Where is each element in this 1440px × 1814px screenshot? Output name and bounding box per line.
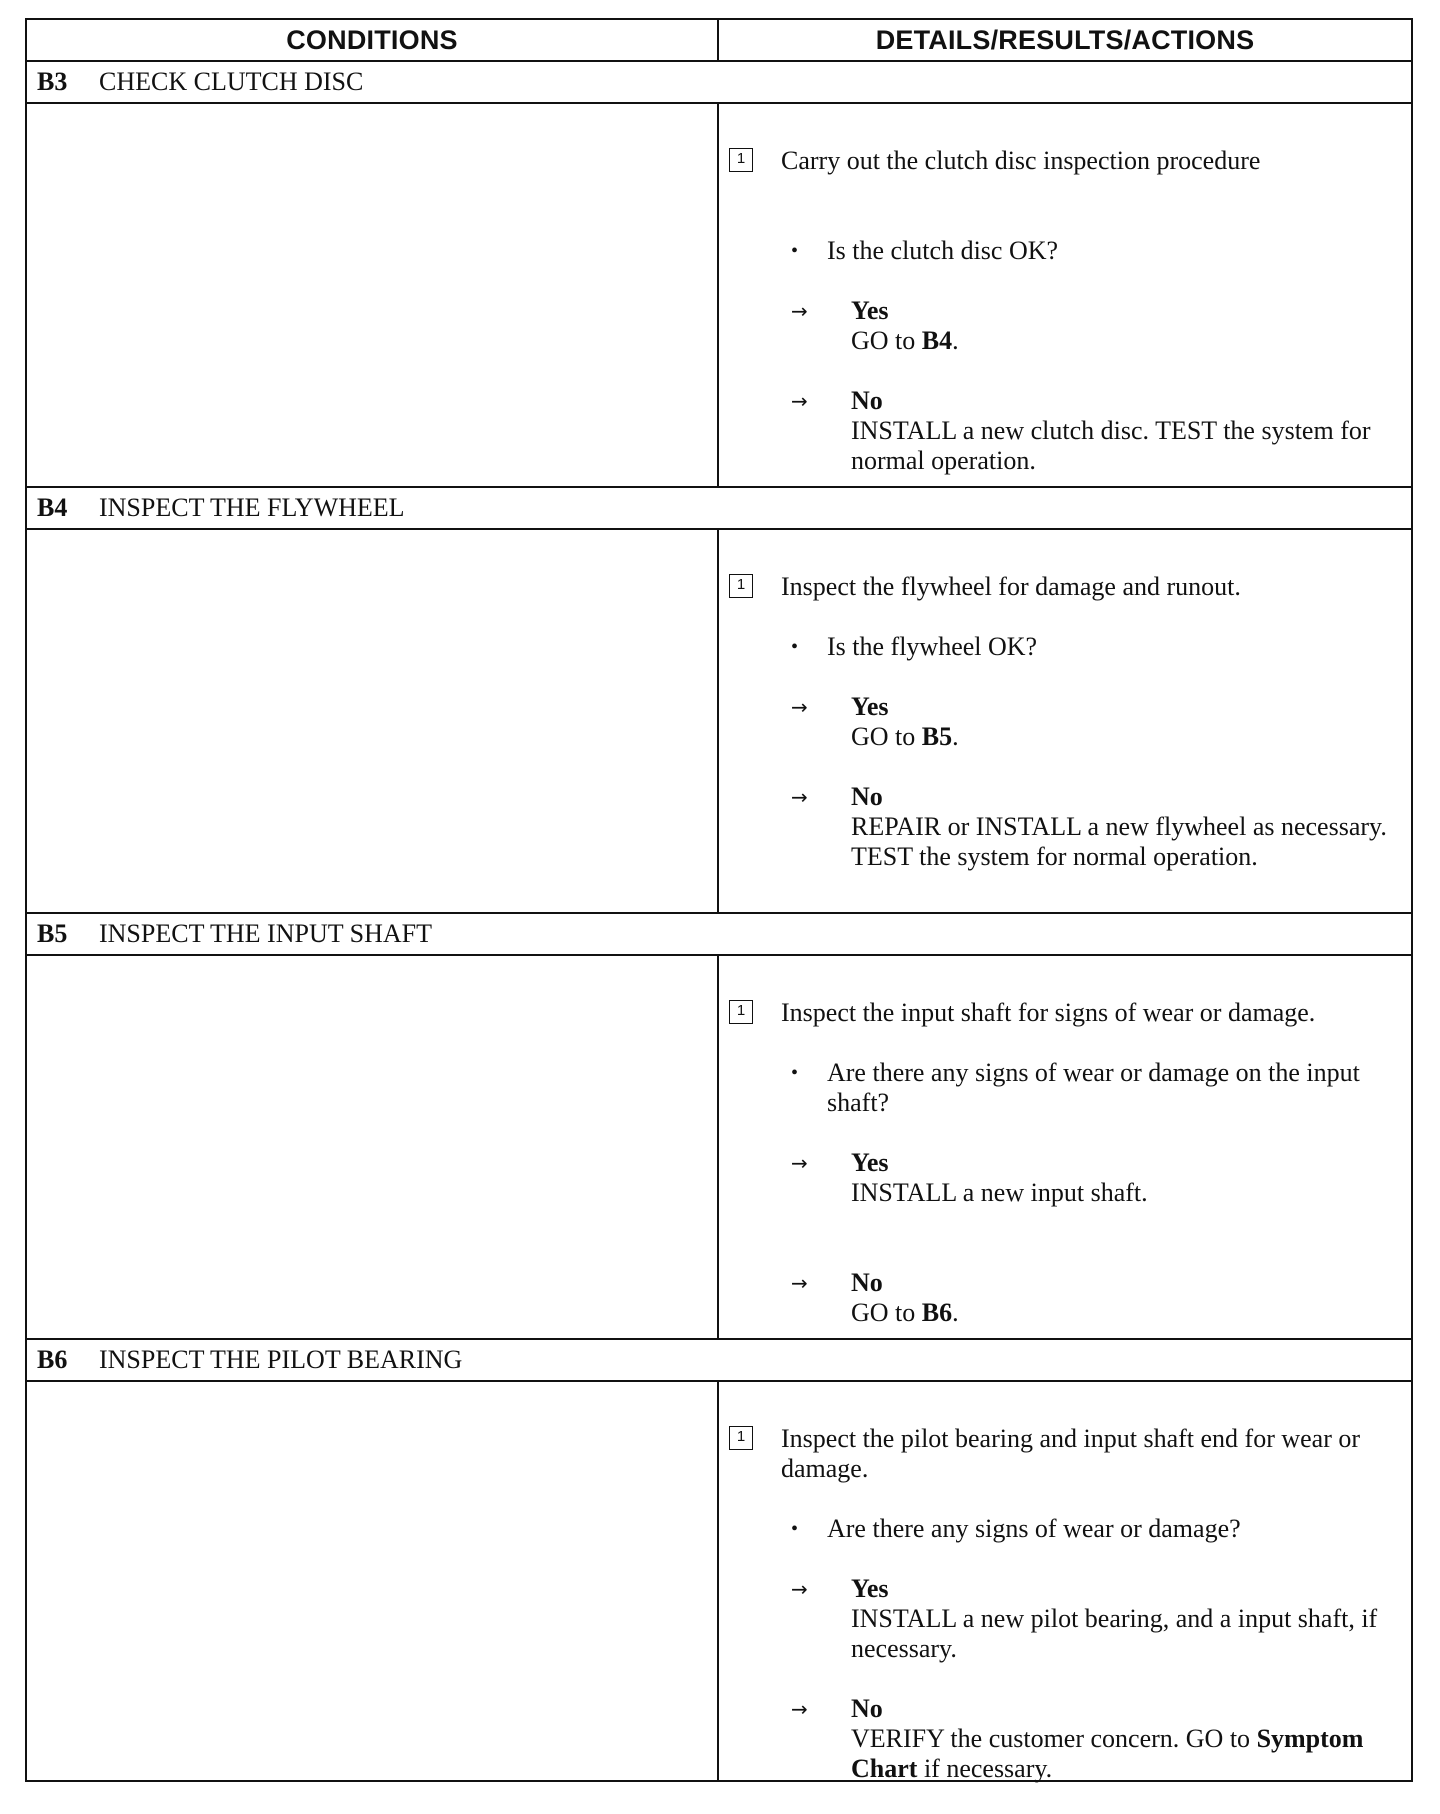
details-header: DETAILS/RESULTS/ACTIONS [875, 24, 1255, 55]
bullet-icon: • [791, 240, 799, 262]
step-number-box: 1 [729, 1426, 753, 1450]
question-text: Is the clutch disc OK? [827, 236, 1059, 265]
section-body-b3 [27, 104, 1411, 488]
bullet-icon: • [791, 1062, 799, 1084]
yes-branch [791, 692, 1391, 752]
no-branch [791, 1694, 1391, 1784]
yes-action: INSTALL a new pilot bearing, and a input shaft, if necessary. [851, 1604, 1378, 1663]
conditions-cell [27, 1382, 719, 1780]
section-title-text: INSPECT THE INPUT SHAFT [99, 919, 432, 948]
section-title-b4 [27, 488, 1411, 530]
no-label: No [851, 782, 883, 811]
diagnostic-table [25, 18, 1413, 1782]
yes-branch [791, 296, 1391, 356]
arrow-right-icon: → [791, 1151, 808, 1175]
actions-cell [719, 530, 1411, 912]
step-1 [729, 998, 1379, 1028]
yes-label: Yes [851, 1574, 889, 1603]
no-action: REPAIR or INSTALL a new flywheel as necessary. TEST the system for normal operation. [851, 812, 1387, 871]
step-text: Inspect the input shaft for signs of wear or damage. [781, 998, 1316, 1027]
section-title-b3 [27, 62, 1411, 104]
no-branch [791, 1268, 1391, 1328]
yes-label: Yes [851, 1148, 889, 1177]
question [791, 1058, 1391, 1118]
section-body-b4 [27, 530, 1411, 914]
yes-label: Yes [851, 692, 889, 721]
bullet-icon: • [791, 636, 799, 658]
actions-cell [719, 956, 1411, 1338]
section-body-b5 [27, 956, 1411, 1340]
section-id: B3 [37, 67, 68, 96]
no-action: INSTALL a new clutch disc. TEST the system for normal operation. [851, 416, 1371, 475]
yes-action: GO to B4. [851, 326, 959, 355]
section-id: B5 [37, 919, 68, 948]
conditions-header: CONDITIONS [27, 20, 719, 60]
arrow-right-icon: → [791, 389, 808, 413]
step-1 [729, 146, 1379, 176]
yes-branch [791, 1148, 1391, 1208]
yes-label: Yes [851, 296, 889, 325]
step-text: Inspect the pilot bearing and input shaft end for wear or damage. [781, 1424, 1361, 1483]
question-text: Is the flywheel OK? [827, 632, 1038, 661]
step-number-box: 1 [729, 1000, 753, 1024]
bullet-icon: • [791, 1518, 799, 1540]
section-title-text: INSPECT THE PILOT BEARING [99, 1345, 463, 1374]
no-action: GO to B6. [851, 1298, 959, 1327]
no-branch [791, 782, 1391, 872]
section-title-text: CHECK CLUTCH DISC [99, 67, 364, 96]
arrow-right-icon: → [791, 299, 808, 323]
step-text: Carry out the clutch disc inspection procedure [781, 146, 1261, 175]
step-1 [729, 572, 1379, 602]
section-id: B4 [37, 493, 68, 522]
arrow-right-icon: → [791, 1271, 808, 1295]
question [791, 236, 1391, 266]
step-1 [729, 1424, 1379, 1484]
step-number-box: 1 [729, 574, 753, 598]
yes-branch [791, 1574, 1391, 1664]
step-text: Inspect the flywheel for damage and runout. [781, 572, 1241, 601]
section-title-b5 [27, 914, 1411, 956]
section-title-text: INSPECT THE FLYWHEEL [99, 493, 405, 522]
no-label: No [851, 386, 883, 415]
section-title-b6 [27, 1340, 1411, 1382]
table-header [27, 20, 1411, 62]
section-body-b6 [27, 1382, 1411, 1783]
arrow-right-icon: → [791, 1697, 808, 1721]
actions-cell [719, 104, 1411, 486]
yes-action: INSTALL a new input shaft. [851, 1178, 1148, 1207]
actions-cell [719, 1382, 1411, 1783]
yes-action: GO to B5. [851, 722, 959, 751]
arrow-right-icon: → [791, 785, 808, 809]
no-branch [791, 386, 1391, 476]
question [791, 1514, 1391, 1544]
no-label: No [851, 1694, 883, 1723]
conditions-cell [27, 104, 719, 486]
question [791, 632, 1391, 662]
arrow-right-icon: → [791, 695, 808, 719]
step-number-box: 1 [729, 148, 753, 172]
no-label: No [851, 1268, 883, 1297]
arrow-right-icon: → [791, 1577, 808, 1601]
question-text: Are there any signs of wear or damage? [827, 1514, 1241, 1543]
section-id: B6 [37, 1345, 68, 1374]
question-text: Are there any signs of wear or damage on the input shaft? [827, 1058, 1360, 1117]
conditions-cell [27, 530, 719, 912]
conditions-cell [27, 956, 719, 1338]
no-action: VERIFY the customer concern. GO to Symptom Chart if necessary. [851, 1724, 1364, 1783]
